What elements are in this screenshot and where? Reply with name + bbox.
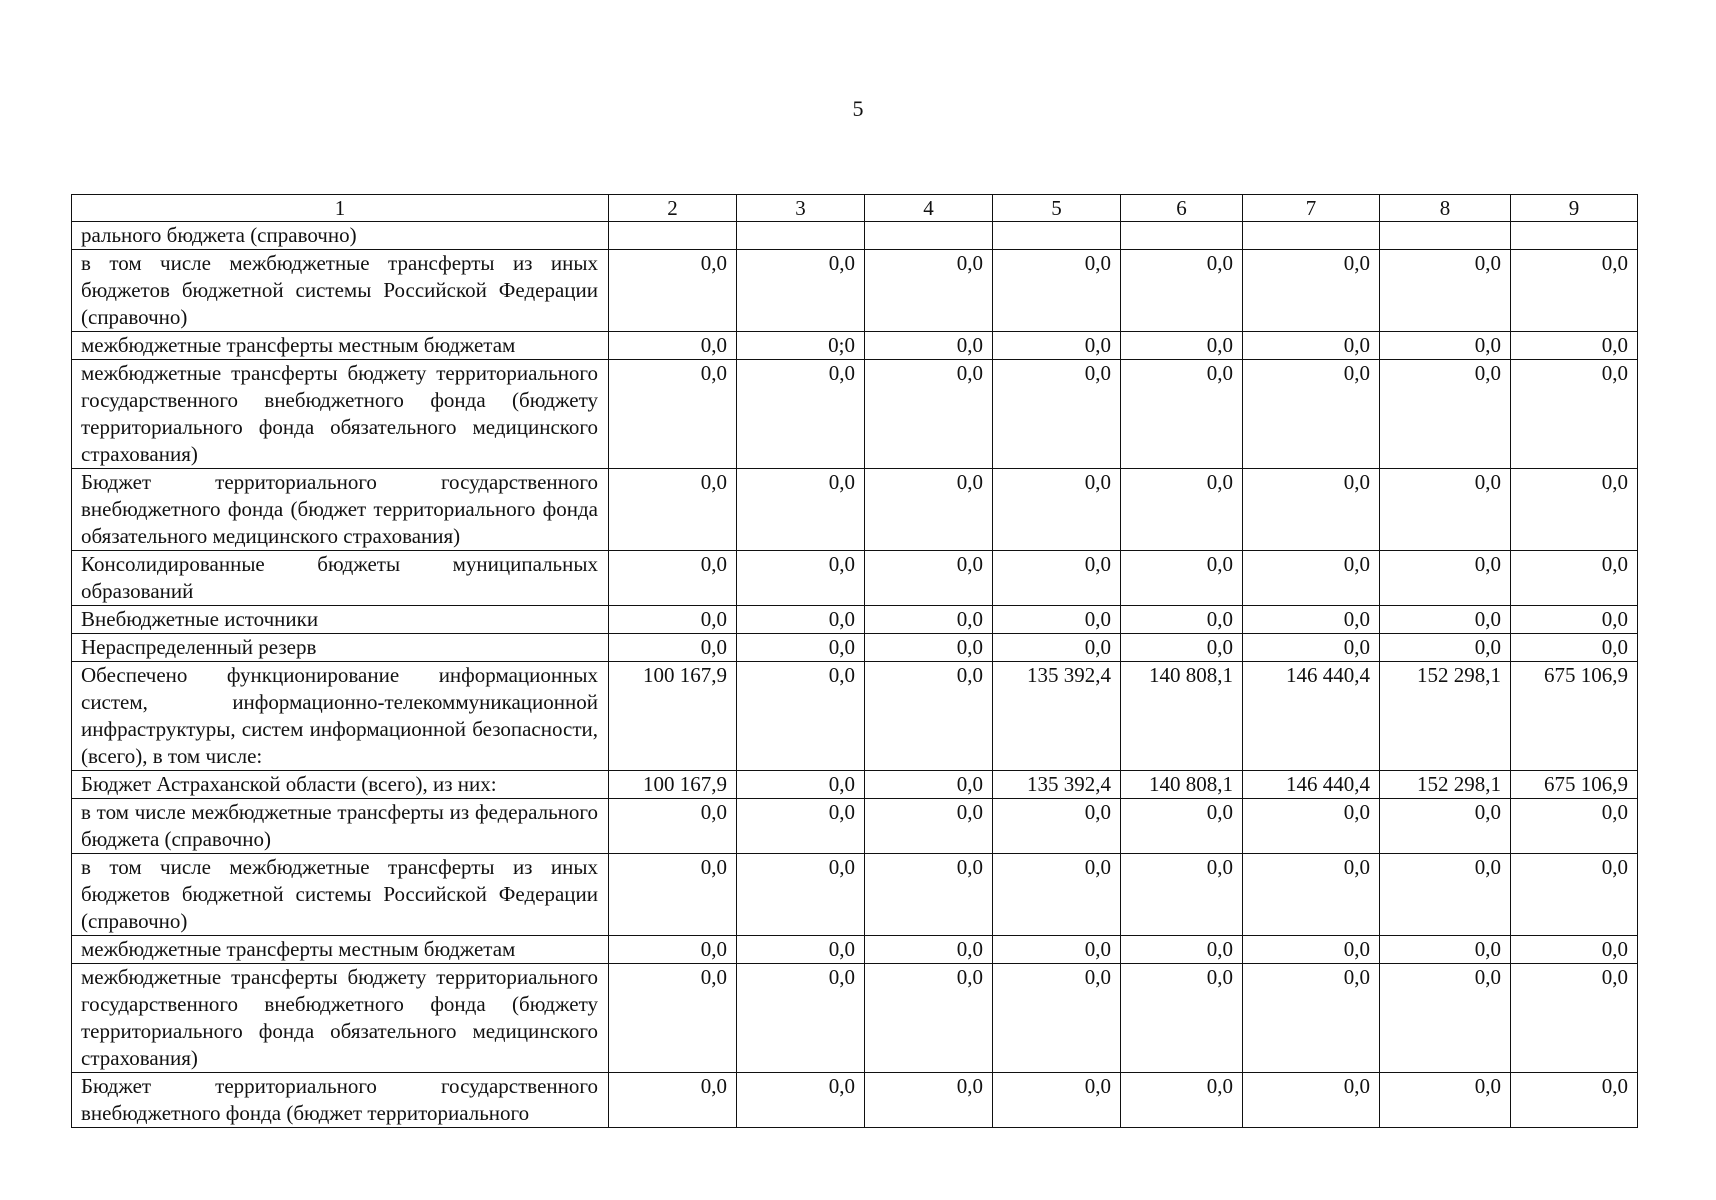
cell-value: 0,0 — [1511, 854, 1638, 936]
cell-value: 0,0 — [1511, 634, 1638, 662]
cell-value: 135 392,4 — [993, 662, 1121, 771]
cell-value: 0,0 — [609, 1073, 737, 1128]
cell-value: 0,0 — [1380, 936, 1511, 964]
table-row — [72, 360, 1638, 469]
table-row — [72, 662, 1638, 771]
row-label: межбюджетные трансферты бюджету территориального государственного внебюджетного фонда (бюджету территориального фонда обязательного медицинского страхования) — [72, 360, 609, 469]
table-row — [72, 250, 1638, 332]
table-row — [72, 469, 1638, 551]
cell-value: 0,0 — [1121, 469, 1243, 551]
table-row — [72, 606, 1638, 634]
cell-value: 0,0 — [609, 250, 737, 332]
cell-value: 0,0 — [609, 551, 737, 606]
cell-value: 0,0 — [993, 936, 1121, 964]
cell-value: 0,0 — [1243, 854, 1380, 936]
table-header-row — [72, 195, 1638, 222]
cell-value: 0,0 — [1511, 250, 1638, 332]
cell-value — [1243, 222, 1380, 250]
cell-value: 0,0 — [1243, 1073, 1380, 1128]
table-row — [72, 854, 1638, 936]
column-header: 1 — [72, 195, 609, 222]
cell-value: 100 167,9 — [609, 662, 737, 771]
cell-value: 0,0 — [1243, 360, 1380, 469]
cell-value: 0,0 — [865, 799, 993, 854]
cell-value: 0,0 — [609, 332, 737, 360]
row-label: Нераспределенный резерв — [72, 634, 609, 662]
cell-value: 0,0 — [1380, 469, 1511, 551]
cell-value: 0,0 — [737, 964, 865, 1073]
cell-value: 0,0 — [865, 662, 993, 771]
cell-value: 0,0 — [737, 606, 865, 634]
table-row — [72, 799, 1638, 854]
table-row — [72, 222, 1638, 250]
cell-value: 0,0 — [993, 606, 1121, 634]
cell-value — [1380, 222, 1511, 250]
cell-value: 0,0 — [865, 854, 993, 936]
cell-value: 0,0 — [865, 936, 993, 964]
cell-value: 0,0 — [1121, 854, 1243, 936]
cell-value: 0,0 — [1380, 360, 1511, 469]
budget-table — [71, 194, 1638, 1128]
cell-value: 0,0 — [1511, 964, 1638, 1073]
cell-value: 0,0 — [609, 936, 737, 964]
cell-value: 0,0 — [609, 799, 737, 854]
cell-value: 0,0 — [1511, 936, 1638, 964]
cell-value: 152 298,1 — [1380, 662, 1511, 771]
cell-value: 0,0 — [737, 551, 865, 606]
cell-value: 0,0 — [737, 799, 865, 854]
cell-value: 0,0 — [865, 551, 993, 606]
cell-value: 0,0 — [993, 634, 1121, 662]
table-row — [72, 1073, 1638, 1128]
row-label: Бюджет Астраханской области (всего), из них: — [72, 771, 609, 799]
cell-value — [993, 222, 1121, 250]
column-header: 9 — [1511, 195, 1638, 222]
cell-value: 0,0 — [1380, 634, 1511, 662]
cell-value: 0,0 — [1121, 551, 1243, 606]
cell-value: 0,0 — [1380, 799, 1511, 854]
cell-value: 0,0 — [1243, 634, 1380, 662]
row-label: Обеспечено функционирование информационных систем, информационно-телекоммуникационной инфраструктуры, систем информационной безопасности, (всего), в том числе: — [72, 662, 609, 771]
cell-value: 0,0 — [865, 250, 993, 332]
cell-value: 0,0 — [1243, 964, 1380, 1073]
cell-value: 0,0 — [737, 634, 865, 662]
cell-value: 0,0 — [737, 360, 865, 469]
cell-value: 0,0 — [865, 1073, 993, 1128]
cell-value: 0,0 — [737, 250, 865, 332]
column-header: 5 — [993, 195, 1121, 222]
row-label: Бюджет территориального государственного внебюджетного фонда (бюджет территориального — [72, 1073, 609, 1128]
page-number: 5 — [852, 96, 864, 121]
cell-value: 140 808,1 — [1121, 662, 1243, 771]
cell-value: 0,0 — [1121, 799, 1243, 854]
cell-value: 0,0 — [609, 606, 737, 634]
cell-value: 0,0 — [1511, 469, 1638, 551]
cell-value: 0,0 — [993, 360, 1121, 469]
cell-value: 0,0 — [1121, 964, 1243, 1073]
row-label: в том числе межбюджетные трансферты из федерального бюджета (справочно) — [72, 799, 609, 854]
cell-value: 0,0 — [1121, 634, 1243, 662]
cell-value: 675 106,9 — [1511, 771, 1638, 799]
row-label: Консолидированные бюджеты муниципальных образований — [72, 551, 609, 606]
cell-value: 0,0 — [865, 606, 993, 634]
cell-value: 0,0 — [1380, 332, 1511, 360]
table-row — [72, 964, 1638, 1073]
cell-value: 0,0 — [609, 469, 737, 551]
cell-value: 0,0 — [1511, 551, 1638, 606]
cell-value: 0,0 — [1380, 551, 1511, 606]
cell-value: 0,0 — [865, 469, 993, 551]
cell-value: 0,0 — [737, 771, 865, 799]
cell-value: 0,0 — [737, 662, 865, 771]
cell-value: 0;0 — [737, 332, 865, 360]
cell-value: 0,0 — [737, 854, 865, 936]
cell-value: 0,0 — [1243, 936, 1380, 964]
cell-value: 0,0 — [609, 634, 737, 662]
cell-value: 0,0 — [1380, 1073, 1511, 1128]
row-label: Внебюджетные источники — [72, 606, 609, 634]
table-row — [72, 634, 1638, 662]
cell-value: 0,0 — [609, 964, 737, 1073]
cell-value: 0,0 — [1380, 854, 1511, 936]
cell-value: 0,0 — [865, 964, 993, 1073]
cell-value: 0,0 — [1243, 606, 1380, 634]
cell-value: 0,0 — [1511, 1073, 1638, 1128]
cell-value: 152 298,1 — [1380, 771, 1511, 799]
cell-value: 0,0 — [609, 854, 737, 936]
cell-value: 0,0 — [993, 964, 1121, 1073]
cell-value: 0,0 — [993, 250, 1121, 332]
cell-value: 0,0 — [865, 771, 993, 799]
cell-value: 675 106,9 — [1511, 662, 1638, 771]
cell-value: 146 440,4 — [1243, 662, 1380, 771]
cell-value: 0,0 — [993, 854, 1121, 936]
row-label: межбюджетные трансферты местным бюджетам — [72, 332, 609, 360]
column-header: 7 — [1243, 195, 1380, 222]
cell-value: 0,0 — [1243, 332, 1380, 360]
cell-value: 0,0 — [1121, 936, 1243, 964]
cell-value — [865, 222, 993, 250]
cell-value: 0,0 — [1380, 250, 1511, 332]
cell-value: 0,0 — [1121, 250, 1243, 332]
cell-value: 0,0 — [993, 799, 1121, 854]
row-label: рального бюджета (справочно) — [72, 222, 609, 250]
cell-value: 0,0 — [1511, 799, 1638, 854]
table-row — [72, 332, 1638, 360]
table-row — [72, 936, 1638, 964]
cell-value: 0,0 — [1243, 469, 1380, 551]
cell-value: 0,0 — [737, 469, 865, 551]
row-label: Бюджет территориального государственного внебюджетного фонда (бюджет территориального фонда обязательного медицинского страхования) — [72, 469, 609, 551]
cell-value: 0,0 — [1243, 551, 1380, 606]
cell-value: 0,0 — [1380, 606, 1511, 634]
row-label: межбюджетные трансферты местным бюджетам — [72, 936, 609, 964]
row-label: межбюджетные трансферты бюджету территориального государственного внебюджетного фонда (бюджету территориального фонда обязательного медицинского страхования) — [72, 964, 609, 1073]
cell-value — [737, 222, 865, 250]
cell-value: 0,0 — [1243, 799, 1380, 854]
cell-value: 0,0 — [737, 1073, 865, 1128]
cell-value: 100 167,9 — [609, 771, 737, 799]
cell-value: 0,0 — [1380, 964, 1511, 1073]
row-label: в том числе межбюджетные трансферты из иных бюджетов бюджетной системы Российской Федерации (справочно) — [72, 250, 609, 332]
cell-value: 135 392,4 — [993, 771, 1121, 799]
table-row — [72, 551, 1638, 606]
cell-value: 0,0 — [993, 1073, 1121, 1128]
cell-value: 0,0 — [1511, 360, 1638, 469]
cell-value: 0,0 — [1243, 250, 1380, 332]
row-label: в том числе межбюджетные трансферты из иных бюджетов бюджетной системы Российской Федерации (справочно) — [72, 854, 609, 936]
table-body — [72, 222, 1638, 1128]
cell-value: 0,0 — [1511, 332, 1638, 360]
cell-value: 0,0 — [609, 360, 737, 469]
cell-value: 0,0 — [993, 332, 1121, 360]
column-header: 4 — [865, 195, 993, 222]
cell-value: 0,0 — [865, 634, 993, 662]
cell-value: 0,0 — [1121, 606, 1243, 634]
cell-value: 0,0 — [737, 936, 865, 964]
cell-value: 0,0 — [1121, 360, 1243, 469]
cell-value: 0,0 — [1511, 606, 1638, 634]
table-row — [72, 771, 1638, 799]
cell-value: 0,0 — [993, 551, 1121, 606]
cell-value — [609, 222, 737, 250]
column-header: 6 — [1121, 195, 1243, 222]
cell-value: 0,0 — [1121, 332, 1243, 360]
cell-value: 0,0 — [1121, 1073, 1243, 1128]
column-header: 3 — [737, 195, 865, 222]
cell-value: 0,0 — [993, 469, 1121, 551]
cell-value: 140 808,1 — [1121, 771, 1243, 799]
cell-value: 146 440,4 — [1243, 771, 1380, 799]
cell-value — [1121, 222, 1243, 250]
cell-value — [1511, 222, 1638, 250]
cell-value: 0,0 — [865, 360, 993, 469]
cell-value: 0,0 — [865, 332, 993, 360]
column-header: 2 — [609, 195, 737, 222]
column-header: 8 — [1380, 195, 1511, 222]
